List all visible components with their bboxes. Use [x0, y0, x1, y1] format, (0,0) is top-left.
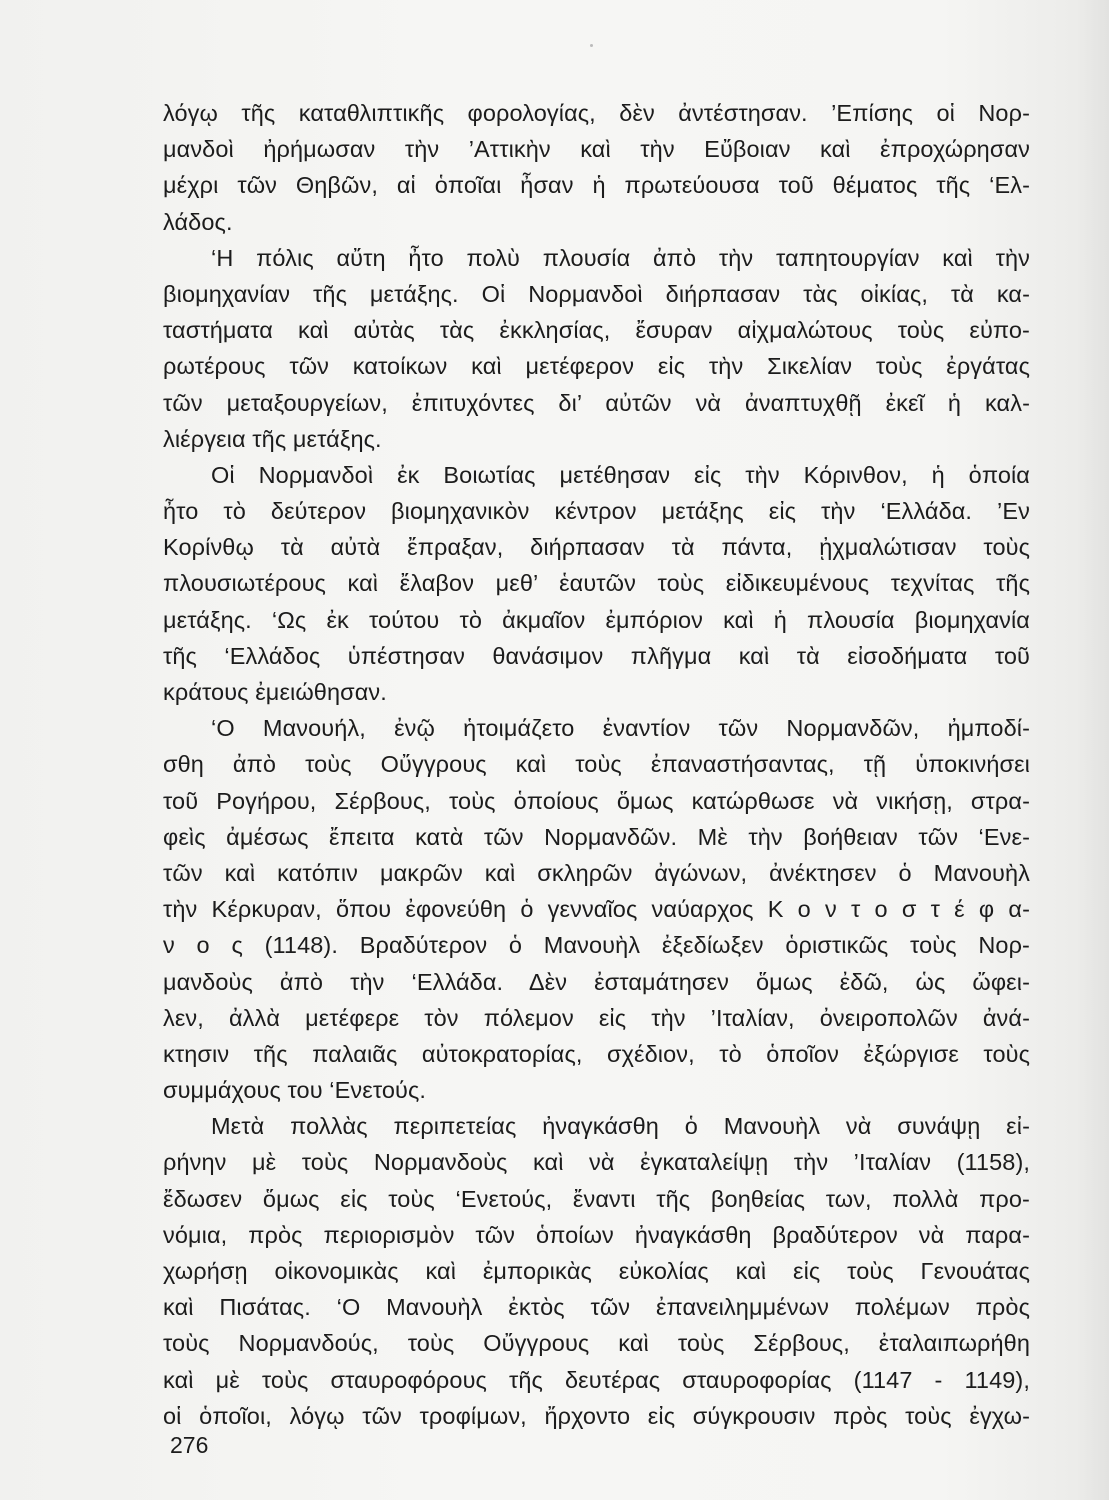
- text-line: ταστήματα καὶ αὐτὰς τὰς ἐκκλησίας, ἔσυραν αἰχμαλώτους τοὺς εὐπο-: [163, 317, 1030, 344]
- text-line: ἦτο τὸ δεύτερον βιομηχανικὸν κέντρον μετάξης εἰς τὴν ‘Ελλάδα. ’Εν: [163, 498, 1030, 525]
- text-line: μανδοὺς ἀπὸ τὴν ‘Ελλάδα. Δὲν ἐσταμάτησεν ὅμως ἐδῶ, ὡς ὤφει-: [163, 968, 1030, 995]
- text-line: τοῦ Ρογήρου, Σέρβους, τοὺς ὁποίους ὅμως κατώρθωσε νὰ νικήσῃ, στρα-: [163, 787, 1030, 814]
- paragraph: [163, 240, 1030, 457]
- text-line: τοὺς Νορμανδούς, τοὺς Οὔγγρους καὶ τοὺς Σέρβους, ἐταλαιπωρήθη: [163, 1330, 1030, 1357]
- body-text: [163, 95, 1030, 1434]
- text-line: λιέργεια τῆς μετάξης.: [163, 425, 382, 452]
- paragraph: [163, 1108, 1030, 1434]
- text-line: κράτους ἐμειώθησαν.: [163, 679, 387, 705]
- text-line: κτησιν τῆς παλαιᾶς αὐτοκρατορίας, σχέδιον, τὸ ὁποῖον ἐξώργισε τοὺς: [163, 1040, 1030, 1067]
- text-line: μανδοὶ ἠρήμωσαν τὴν ’Αττικὴν καὶ τὴν Εὔβοιαν καὶ ἐπροχώρησαν: [163, 136, 1030, 163]
- text-line: ‘Ο Μανουήλ, ἐνῷ ἡτοιμάζετο ἐναντίον τῶν Νορμανδῶν, ἠμποδί-: [211, 715, 1030, 742]
- text-line: ν ο ς (1148). Βραδύτερον ὁ Μανουὴλ ἐξεδίωξεν ὁριστικῶς τοὺς Νορ-: [163, 932, 1030, 959]
- text-line: Κορίνθῳ τὰ αὐτὰ ἔπραξαν, διήρπασαν τὰ πάντα, ᾐχμαλώτισαν τοὺς: [163, 534, 1030, 561]
- paragraph: [163, 457, 1030, 710]
- text-line: Μετὰ πολλὰς περιπετείας ἠναγκάσθη ὁ Μανουὴλ νὰ συνάψῃ εἰ-: [211, 1113, 1030, 1140]
- text-line: τὴν Κέρκυραν, ὅπου ἐφονεύθη ὁ γενναῖος ναύαρχος Κ ο ν τ ο σ τ έ φ α-: [163, 896, 1030, 923]
- paragraph: [163, 95, 1030, 240]
- text-line: χωρήσῃ οἰκονομικὰς καὶ ἐμπορικὰς εὐκολίας καὶ εἰς τοὺς Γενουάτας: [163, 1258, 1030, 1284]
- text-line: λεν, ἀλλὰ μετέφερε τὸν πόλεμον εἰς τὴν ’Ιταλίαν, ὀνειροπολῶν ἀνά-: [163, 1004, 1030, 1031]
- text-line: φεὶς ἀμέσως ἔπειτα κατὰ τῶν Νορμανδῶν. Μὲ τὴν βοήθειαν τῶν ‘Ενε-: [163, 823, 1030, 850]
- scan-speck: [590, 44, 593, 47]
- text-line: ‘Η πόλις αὔτη ἦτο πολὺ πλουσία ἀπὸ τὴν ταπητουργίαν καὶ τὴν: [211, 244, 1030, 271]
- text-line: τῶν μεταξουργείων, ἐπιτυχόντες δι’ αὐτῶν νὰ ἀναπτυχθῇ ἐκεῖ ἡ καλ-: [163, 389, 1030, 416]
- text-line: λάδος.: [163, 208, 233, 235]
- text-line: νόμια, πρὸς περιορισμὸν τῶν ὁποίων ἠναγκάσθη βραδύτερον νὰ παρα-: [163, 1221, 1030, 1248]
- paragraph: [163, 710, 1030, 1108]
- page-number: 276: [170, 1432, 209, 1458]
- text-line: τῆς ‘Ελλάδος ὑπέστησαν θανάσιμον πλῆγμα καὶ τὰ εἰσοδήματα τοῦ: [163, 642, 1030, 669]
- text-line: ρωτέρους τῶν κατοίκων καὶ μετέφερον εἰς τὴν Σικελίαν τοὺς ἐργάτας: [163, 353, 1030, 380]
- text-line: συμμάχους του ‘Ενετούς.: [163, 1077, 427, 1104]
- text-line: τῶν καὶ κατόπιν μακρῶν καὶ σκληρῶν ἀγώνων, ἀνέκτησεν ὁ Μανουὴλ: [163, 859, 1030, 886]
- text-line: βιομηχανίαν τῆς μετάξης. Οἱ Νορμανδοὶ διήρπασαν τὰς οἰκίας, τὰ κα-: [163, 280, 1030, 307]
- text-line: καὶ Πισάτας. ‘Ο Μανουὴλ ἐκτὸς τῶν ἐπανειλημμένων πολέμων πρὸς: [163, 1294, 1030, 1321]
- text-line: Οἱ Νορμανδοὶ ἐκ Βοιωτίας μετέθησαν εἰς τὴν Κόρινθον, ἡ ὁποία: [211, 461, 1030, 488]
- text-line: καὶ μὲ τοὺς σταυροφόρους τῆς δευτέρας σταυροφορίας (1147 - 1149),: [163, 1366, 1030, 1393]
- text-line: μετάξης. ‘Ως ἐκ τούτου τὸ ἀκμαῖον ἐμπόριον καὶ ἡ πλουσία βιομηχανία: [163, 606, 1030, 633]
- text-line: ρήνην μὲ τοὺς Νορμανδοὺς καὶ νὰ ἐγκαταλείψῃ τὴν ’Ιταλίαν (1158),: [163, 1149, 1030, 1176]
- text-line: λόγῳ τῆς καταθλιπτικῆς φορολογίας, δὲν ἀντέστησαν. ’Επίσης οἱ Νορ-: [163, 100, 1030, 126]
- text-line: σθη ἀπὸ τοὺς Οὔγγρους καὶ τοὺς ἐπαναστήσαντας, τῇ ὑποκινήσει: [163, 751, 1030, 778]
- text-line: μέχρι τῶν Θηβῶν, αἱ ὁποῖαι ἦσαν ἡ πρωτεύουσα τοῦ θέματος τῆς ‘Ελ-: [163, 172, 1030, 199]
- text-line: ἔδωσεν ὅμως εἰς τοὺς ‘Ενετούς, ἔναντι τῆς βοηθείας των, πολλὰ προ-: [163, 1185, 1030, 1212]
- text-line: οἱ ὁποῖοι, λόγῳ τῶν τροφίμων, ἤρχοντο εἰς σύγκρουσιν πρὸς τοὺς ἐγχω-: [163, 1402, 1030, 1429]
- text-line: πλουσιωτέρους καὶ ἔλαβον μεθ’ ἑαυτῶν τοὺς εἰδικευμένους τεχνίτας τῆς: [163, 570, 1030, 597]
